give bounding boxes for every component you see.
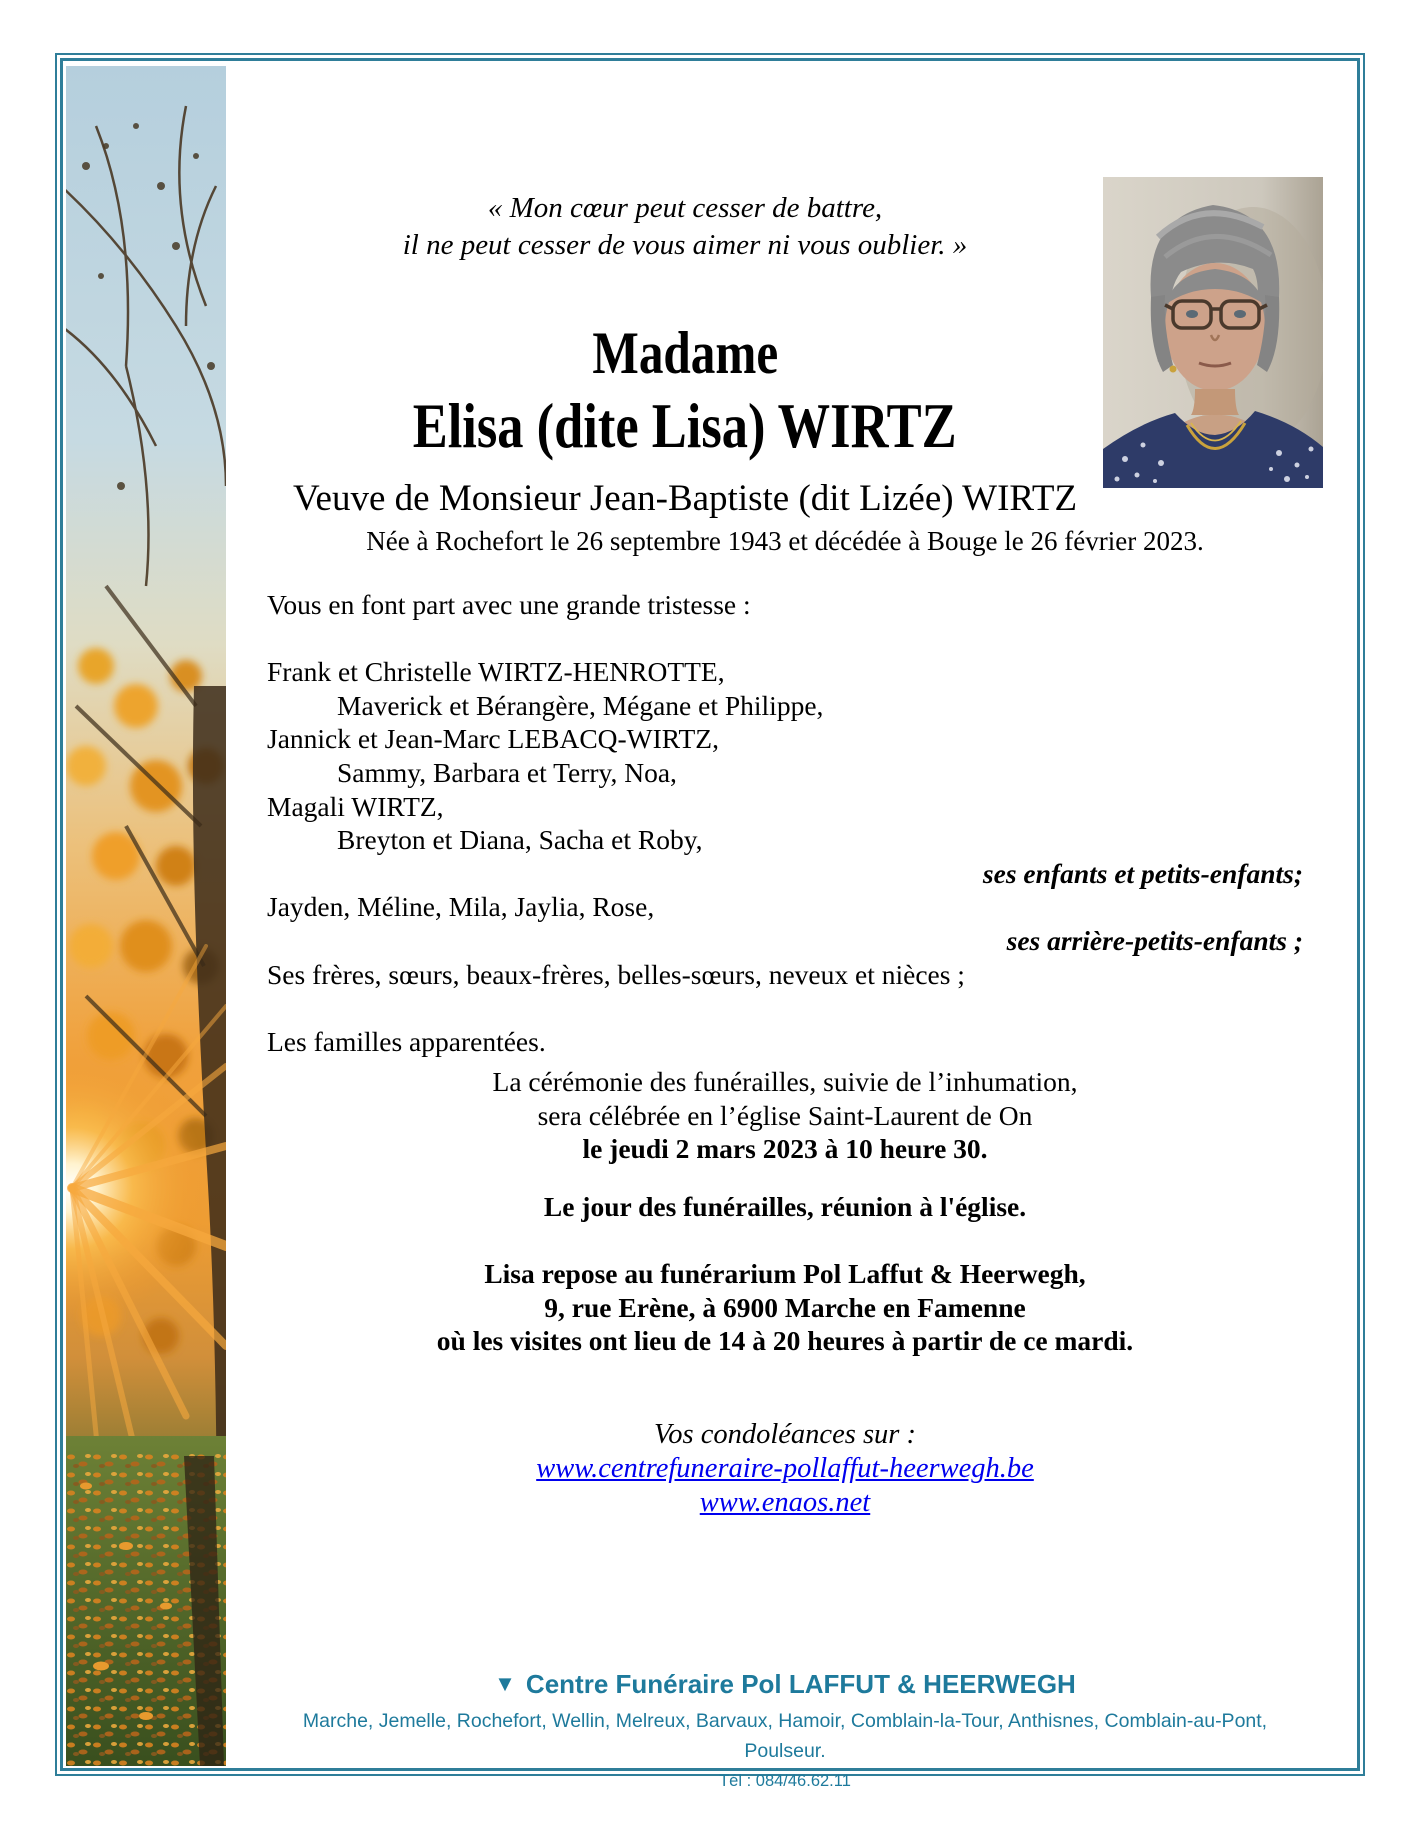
ceremony-line-1: La cérémonie des funérailles, suivie de l’inhumation, xyxy=(492,1066,1078,1097)
funeral-home-footer xyxy=(267,1666,1303,1794)
condolence-link-2[interactable]: www.enaos.net xyxy=(699,1487,871,1518)
ceremony-line-2: sera célébrée en l’église Saint-Laurent de On xyxy=(537,1099,1033,1131)
funeral-home-name-line xyxy=(267,1666,1303,1702)
deceased-name: Elisa (dite Lisa) WIRTZ xyxy=(413,390,957,461)
relation-label: ses arrière-petits-enfants ; xyxy=(1006,924,1303,956)
spacer xyxy=(267,622,1303,656)
opening-quote xyxy=(267,190,1103,264)
spacer xyxy=(267,1166,1303,1190)
autumn-photo-image xyxy=(66,66,226,1766)
portrait-photo-image xyxy=(1103,177,1323,488)
family-line: Jayden, Méline, Mila, Jaylia, Rose, xyxy=(267,891,655,923)
logo-triangle-icon: ▼ xyxy=(494,1671,516,1696)
family-line: Jannick et Jean-Marc LEBACQ-WIRTZ, xyxy=(267,723,719,755)
funeral-home-locations: Marche, Jemelle, Rochefort, Wellin, Melreux, Barvaux, Hamoir, Comblain-la-Tour, Anthisnes, Comblain-au-Pont, Poulseur. xyxy=(302,1710,1268,1762)
portrait-photo xyxy=(1103,177,1323,488)
family-closing: Les familles apparentées. xyxy=(267,1025,546,1057)
ceremony-details xyxy=(267,1065,1303,1358)
deceased-life-dates: Née à Rochefort le 26 septembre 1943 et décédée à Bouge le 26 février 2023. xyxy=(366,526,1204,556)
spacer xyxy=(267,1223,1303,1257)
relation-label: ses enfants et petits-enfants; xyxy=(982,857,1303,889)
repose-line-2: 9, rue Erène, à 6900 Marche en Famenne xyxy=(544,1291,1026,1323)
repose-line-1: Lisa repose au funérarium Pol Laffut & Heerwegh, xyxy=(484,1258,1086,1289)
announcement-intro: Vous en font part avec une grande tristesse : xyxy=(267,589,751,620)
funeral-home-name: Centre Funéraire Pol LAFFUT & HEERWEGH xyxy=(525,1669,1076,1699)
family-line: Maverick et Bérangère, Mégane et Philippe, xyxy=(337,689,824,721)
quote-line-2: il ne peut cesser de vous aimer ni vous oublier. » xyxy=(402,229,968,261)
deceased-title-block xyxy=(267,318,1103,526)
funeral-home-phone: Tél : 084/46.62.11 xyxy=(719,1772,851,1790)
autumn-photo xyxy=(66,66,226,1766)
family-line: Ses frères, sœurs, beaux-frères, belles-sœurs, neveux et nièces ; xyxy=(267,958,965,990)
deceased-widow-of: Veuve de Monsieur Jean-Baptiste (dit Lizée) WIRTZ xyxy=(292,478,1078,519)
family-line: Breyton et Diana, Sacha et Roby, xyxy=(337,824,703,856)
condolences-block xyxy=(267,1418,1303,1520)
deceased-title: Madame xyxy=(592,320,778,386)
spacer xyxy=(267,991,1303,1025)
condolences-label: Vos condoléances sur : xyxy=(654,1419,916,1450)
condolence-link-1[interactable]: www.centrefuneraire-pollaffut-heerwegh.be xyxy=(536,1453,1034,1484)
condolence-link-row xyxy=(267,1452,1303,1486)
repose-line-3: où les visites ont lieu de 14 à 20 heures à partir de ce mardi. xyxy=(436,1325,1134,1356)
ceremony-date-line: le jeudi 2 mars 2023 à 10 heure 30. xyxy=(582,1133,988,1164)
family-announcement xyxy=(267,588,1303,1058)
family-line: Frank et Christelle WIRTZ-HENROTTE, xyxy=(267,656,725,688)
family-line: Sammy, Barbara et Terry, Noa, xyxy=(337,756,677,788)
quote-line-1: « Mon cœur peut cesser de battre, xyxy=(487,192,883,224)
family-line: Magali WIRTZ, xyxy=(267,790,444,822)
meeting-line: Le jour des funérailles, réunion à l'église. xyxy=(543,1190,1027,1222)
condolence-link-row xyxy=(267,1486,1303,1520)
